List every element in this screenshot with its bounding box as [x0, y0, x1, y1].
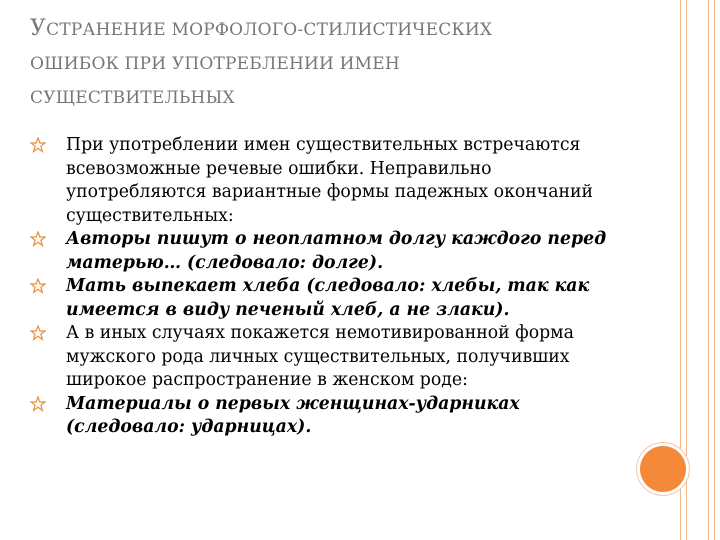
slide-title	[30, 12, 650, 115]
bullet-list	[30, 134, 630, 440]
star-outline-icon	[30, 396, 46, 412]
frame-line	[714, 0, 715, 540]
star-outline-icon	[30, 278, 46, 294]
title-line-1: УСТРАНЕНИЕ МОРФОЛОГО-СТИЛИСТИЧЕСКИХ	[30, 16, 493, 41]
frame-line	[708, 0, 709, 540]
list-item: Материалы о первых женщинах-ударниках (следовало: ударницах).	[30, 393, 630, 440]
decorative-circle	[640, 446, 686, 492]
title-line-2: ОШИБОК ПРИ УПОТРЕБЛЕНИИ ИМЕН	[30, 54, 400, 74]
list-item: При употреблении имен существительных встречаются всевозможные речевые ошибки. Неправильно употребляются вариантные формы падежных окончаний существительных:	[30, 134, 630, 228]
list-item: А в иных случаях покажется немотивированной форма мужского рода личных существительных, получивших широкое распространение в женском роде:	[30, 322, 630, 393]
list-item: Авторы пишут о неоплатном долгу каждого перед матерью… (следовало: долге).	[30, 228, 630, 275]
star-outline-icon	[30, 325, 46, 341]
star-outline-icon	[30, 137, 46, 153]
title-line-3: СУЩЕСТВИТЕЛЬНЫХ	[30, 88, 235, 108]
star-outline-icon	[30, 231, 46, 247]
list-item: Мать выпекает хлеба (следовало: хлебы, так как имеется в виду печеный хлеб, а не злаки).	[30, 275, 630, 322]
frame-line	[686, 0, 687, 540]
